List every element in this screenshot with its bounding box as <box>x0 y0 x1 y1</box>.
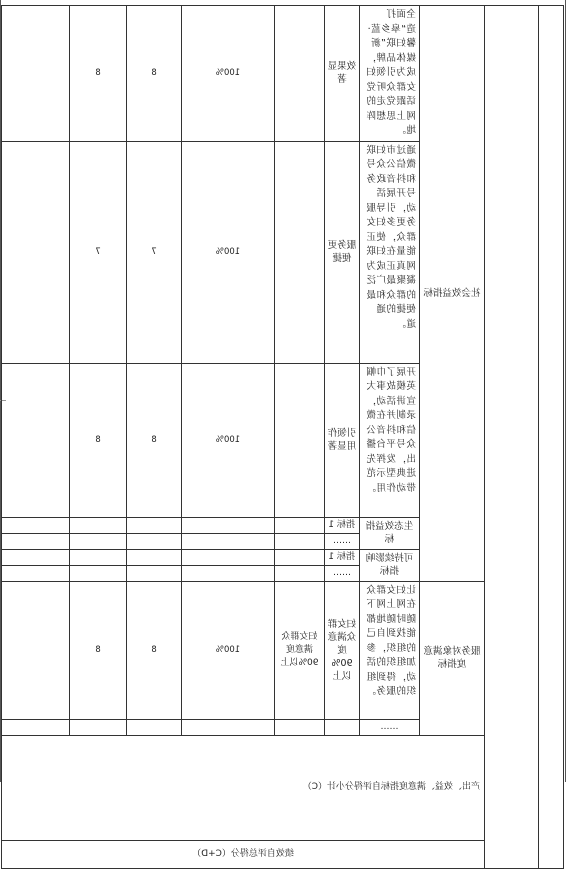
total-row <box>2 840 564 868</box>
row4-weight: 8 <box>127 581 182 719</box>
row3-note <box>2 363 70 517</box>
sustainable-ellipsis: …… <box>325 565 360 581</box>
row3-indicator: 引领作用显著 <box>325 363 360 517</box>
row3-description: 开展了巾帼英模故事大宣讲活动，录制并在微信和抖音公众号平台播出，发挥先进典型示范带动作用。 <box>360 363 420 517</box>
category-column-blank <box>539 6 564 869</box>
row2-note <box>2 141 70 363</box>
subtotal-label: 产出、效益、满意度指标自评得分小计（C） <box>2 735 485 840</box>
row1-weight: 8 <box>127 6 182 142</box>
social-benefit-label: 社会效益指标 <box>420 6 485 582</box>
eco-ellipsis: …… <box>325 533 360 549</box>
row4-target: 妇女群众满意度90%以上 <box>275 581 325 719</box>
table-row <box>2 6 564 142</box>
eco-indicator1: 指标 1 <box>325 517 360 533</box>
row1-description: 全面打造“皋乡蓝·馨妇联”新媒体品牌，成为引领妇女群众听党话跟党走的网上思想阵地。 <box>360 6 420 142</box>
row3-target <box>275 363 325 517</box>
row4-indicator: 妇女群众满意度90%以上 <box>325 581 360 719</box>
row2-description: 通过市妇联微信公众号和抖音政务号开展活动，引导服务更多妇女群众，使正能量在妇联网真正成为凝聚最广泛的群众和最便捷的通道。 <box>360 141 420 363</box>
row4-description: 让妇女群众在网上网下随时随地都能找到自己的组织，参加组织的活动，得到组织的服务。 <box>360 581 420 719</box>
row2-score: 7 <box>70 141 127 363</box>
row4-note <box>2 581 70 719</box>
satisfaction-indicator-label: 服务对象满意度指标 <box>420 581 485 735</box>
row4-score: 8 <box>70 581 127 719</box>
row2-value: 100% <box>182 141 275 363</box>
row2-indicator: 服务更便捷 <box>325 141 360 363</box>
total-label: 绩效自评总得分（C+D） <box>2 840 485 868</box>
row3-weight: 8 <box>127 363 182 517</box>
row4-value: 100% <box>182 581 275 719</box>
row3-value: 100% <box>182 363 275 517</box>
table-row <box>2 581 564 719</box>
level1-column-blank <box>485 6 539 869</box>
row1-target <box>275 6 325 142</box>
sustainable-label: 可持续影响指标 <box>360 549 420 581</box>
row1-indicator: 效果显著 <box>325 6 360 142</box>
subtotal-row <box>2 735 564 840</box>
eco-benefit-label: 生态效益指标 <box>360 517 420 549</box>
row1-score: 8 <box>70 6 127 142</box>
row3-score: 8 <box>70 363 127 517</box>
performance-table <box>1 5 564 869</box>
sustainable-indicator1: 指标 1 <box>325 549 360 565</box>
row2-target <box>275 141 325 363</box>
row1-value: 100% <box>182 6 275 142</box>
row1-note <box>2 6 70 142</box>
satisfaction-ellipsis: …… <box>360 719 420 735</box>
row2-weight: 7 <box>127 141 182 363</box>
